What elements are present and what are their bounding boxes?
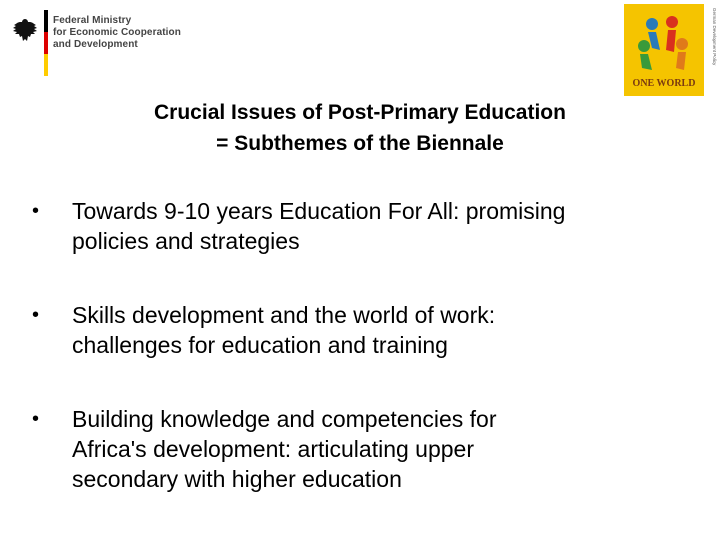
logo-figure-head-blue <box>646 18 658 30</box>
ministry-line: Federal Ministry <box>53 15 132 26</box>
ministry-name <box>53 15 181 51</box>
logo-figure-head-green <box>638 40 650 52</box>
logo-text: ONE WORLD <box>632 78 696 89</box>
bullet-line: Africa's development: articulating upper <box>72 436 474 462</box>
bullet-list <box>28 196 698 494</box>
flag-bar <box>44 10 48 76</box>
flag-stripe-black <box>44 10 48 32</box>
flag-stripe-gold <box>44 54 48 76</box>
logo-side-text: German Development Policy <box>712 8 717 66</box>
bullet-line: secondary with higher education <box>72 466 402 492</box>
slide-title <box>40 97 680 159</box>
ministry-line: for Economic Cooperation <box>53 27 181 38</box>
ministry-line: and Development <box>53 39 138 50</box>
title-line-2: = Subthemes of the Biennale <box>216 132 504 155</box>
bullet-line: Skills development and the world of work: <box>72 302 496 328</box>
ministry-logo <box>10 10 210 76</box>
bullet-line: policies and strategies <box>72 228 300 254</box>
bullet-symbol: • <box>32 304 40 326</box>
logo-figure-head-orange <box>676 38 688 50</box>
one-world-logo <box>622 2 718 102</box>
bullet-line: Building knowledge and competencies for <box>72 406 497 432</box>
logo-figure-head-red <box>666 16 678 28</box>
bullet-line: Towards 9-10 years Education For All: promising <box>72 198 566 224</box>
federal-eagle-icon <box>10 16 40 46</box>
bullet-item <box>28 300 698 360</box>
bullet-symbol: • <box>32 408 40 430</box>
title-line-1: Crucial Issues of Post-Primary Education <box>154 101 566 124</box>
flag-stripe-red <box>44 32 48 54</box>
bullet-item <box>28 196 698 256</box>
bullet-line: challenges for education and training <box>72 332 448 358</box>
bullet-item <box>28 404 698 494</box>
bullet-symbol: • <box>32 200 40 222</box>
